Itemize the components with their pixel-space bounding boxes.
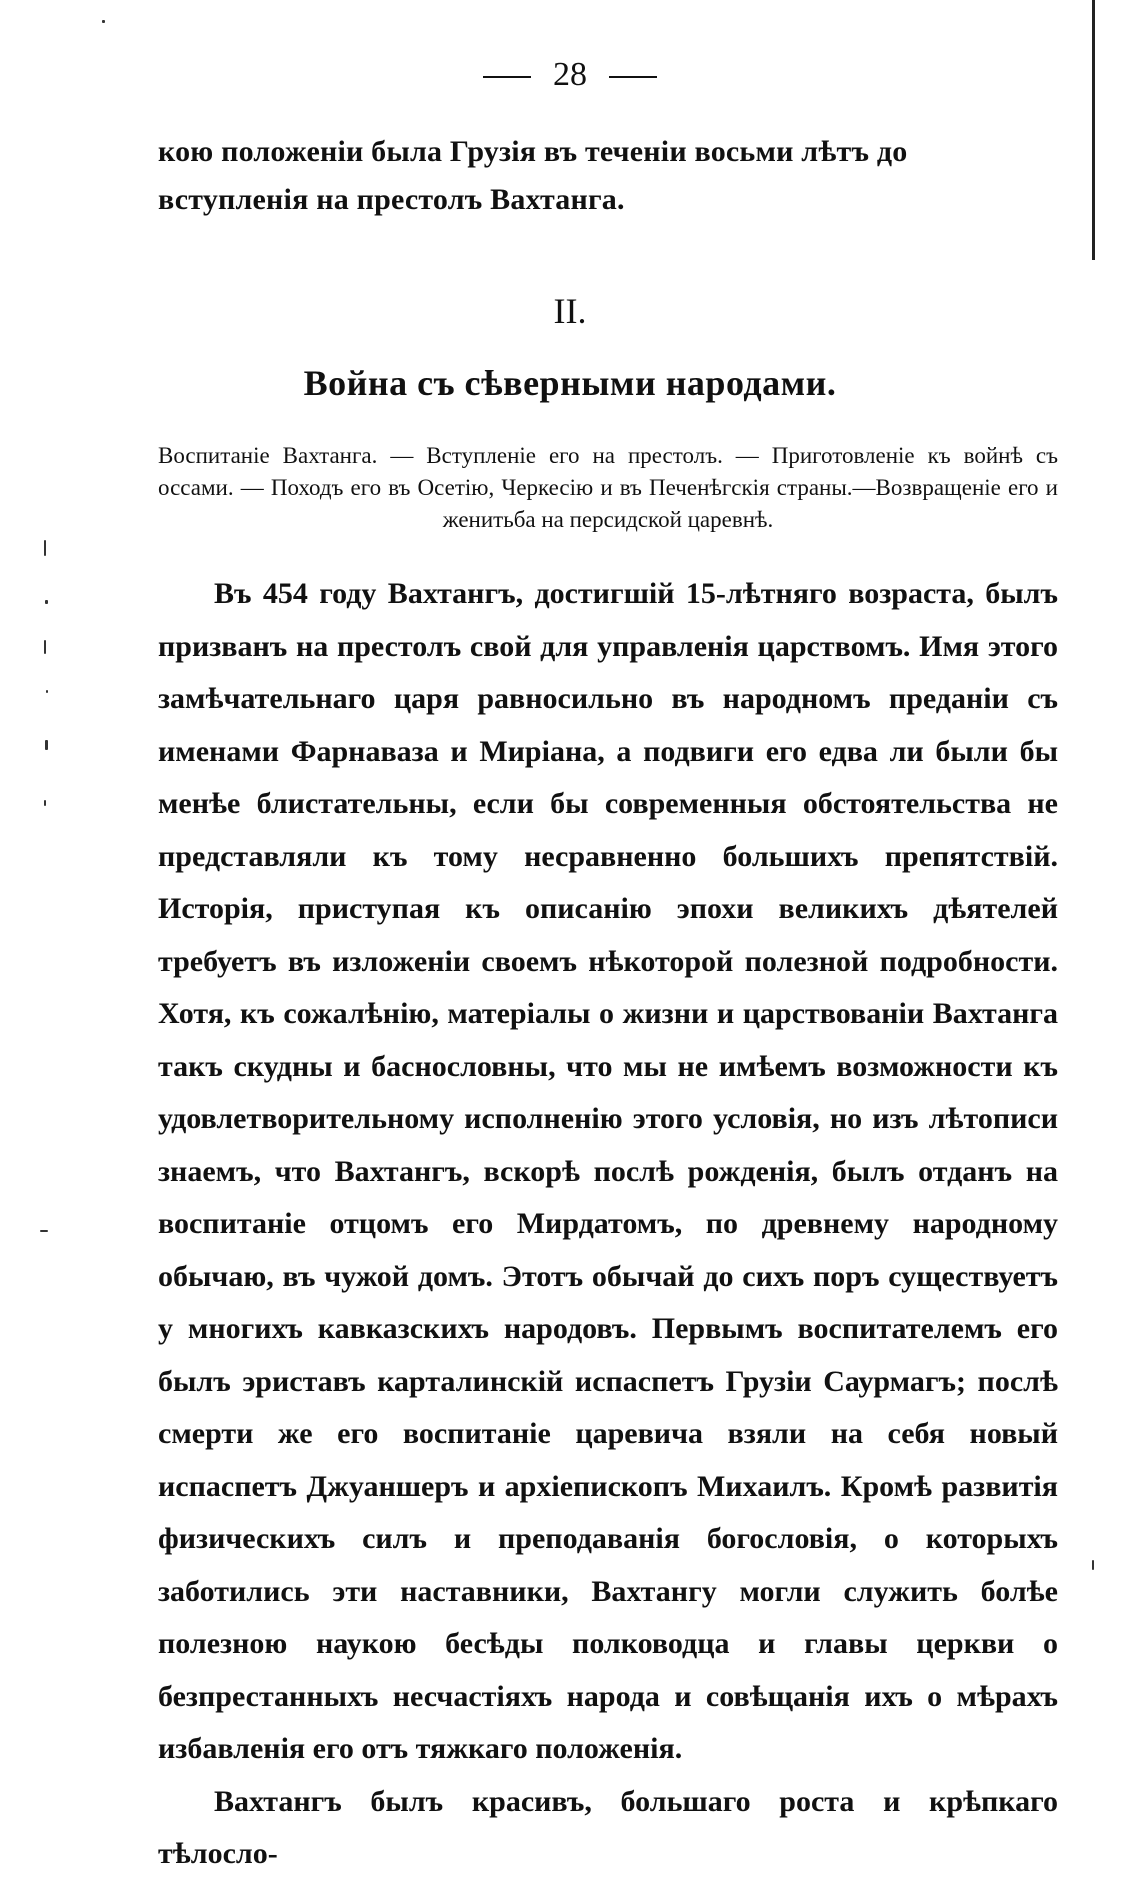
chapter-number: II. — [553, 291, 587, 331]
chapter-synopsis: Воспитаніе Вахтанга. — Вступленіе его на престолъ. — Приготовленіе къ войнѣ съ оссами. — Походъ его въ Осетію, Черкесію и въ Печенѣгскія страны.—Возвращеніе его и женитьба на персидской царевнѣ. — [158, 443, 1058, 532]
page-number-dash-left — [483, 76, 531, 78]
body-text — [158, 568, 1058, 1881]
carry-over-text: кою положеніи была Грузія въ теченіи восьми лѣтъ до вступленія на престолъ Вахтанга. — [158, 135, 908, 216]
carry-over-paragraph — [158, 128, 1058, 224]
page-number: 28 — [553, 56, 587, 93]
chapter-title: Война съ сѣверными народами. — [303, 363, 837, 403]
page-number-dash-right — [609, 76, 657, 78]
page-edge-rule — [1092, 0, 1095, 260]
paragraph: Вахтангъ былъ красивъ, большаго роста и крѣпкаго тѣлосло- — [158, 1784, 1058, 1870]
page-number-header — [0, 56, 1140, 94]
paragraph: Въ 454 году Вахтангъ, достигшій 15-лѣтняго возраста, былъ призванъ на престолъ свой для управленія царствомъ. Имя этого замѣчательнаго царя равносильно въ народномъ преданіи съ именами Фарнаваза и Миріана, а подвиги его едва ли были бы менѣе блистательны, если бы современныя обстоятельства не представляли къ тому несравненно большихъ препятствій. Исторія, приступая къ описанію эпохи великихъ дѣятелей требуетъ въ изложеніи своемъ нѣкоторой полезной подробности. Хотя, къ сожалѣнію, матеріалы о жизни и царствованіи Вахтанга такъ скудны и баснословны, что мы не имѣемъ возможности къ удовлетворительному исполненію этого условія, но изъ лѣтописи знаемъ, что Вахтангъ, вскорѣ послѣ рожденія, былъ отданъ на воспитаніе отцомъ его Мирдатомъ, по древнему народному обычаю, въ чужой домъ. Этотъ обычай до сихъ поръ существуетъ у многихъ кавказскихъ народовъ. Первымъ воспитателемъ его былъ эриставъ карталинскій испаспетъ Грузіи Саурмагъ; послѣ смерти же его воспитаніе царевича взяли на себя новый испаспетъ Джуаншеръ и архіепископъ Михаилъ. Кромѣ развитія физическихъ силъ и преподаванія богословія, о которыхъ заботились эти наставники, Вахтангу могли служить болѣе полезною наукою бесѣды полководца и главы церкви о безпрестанныхъ несчастіяхъ народа и совѣщанія ихъ о мѣрахъ избавленія его отъ тяжкаго положенія. — [158, 577, 1058, 1765]
